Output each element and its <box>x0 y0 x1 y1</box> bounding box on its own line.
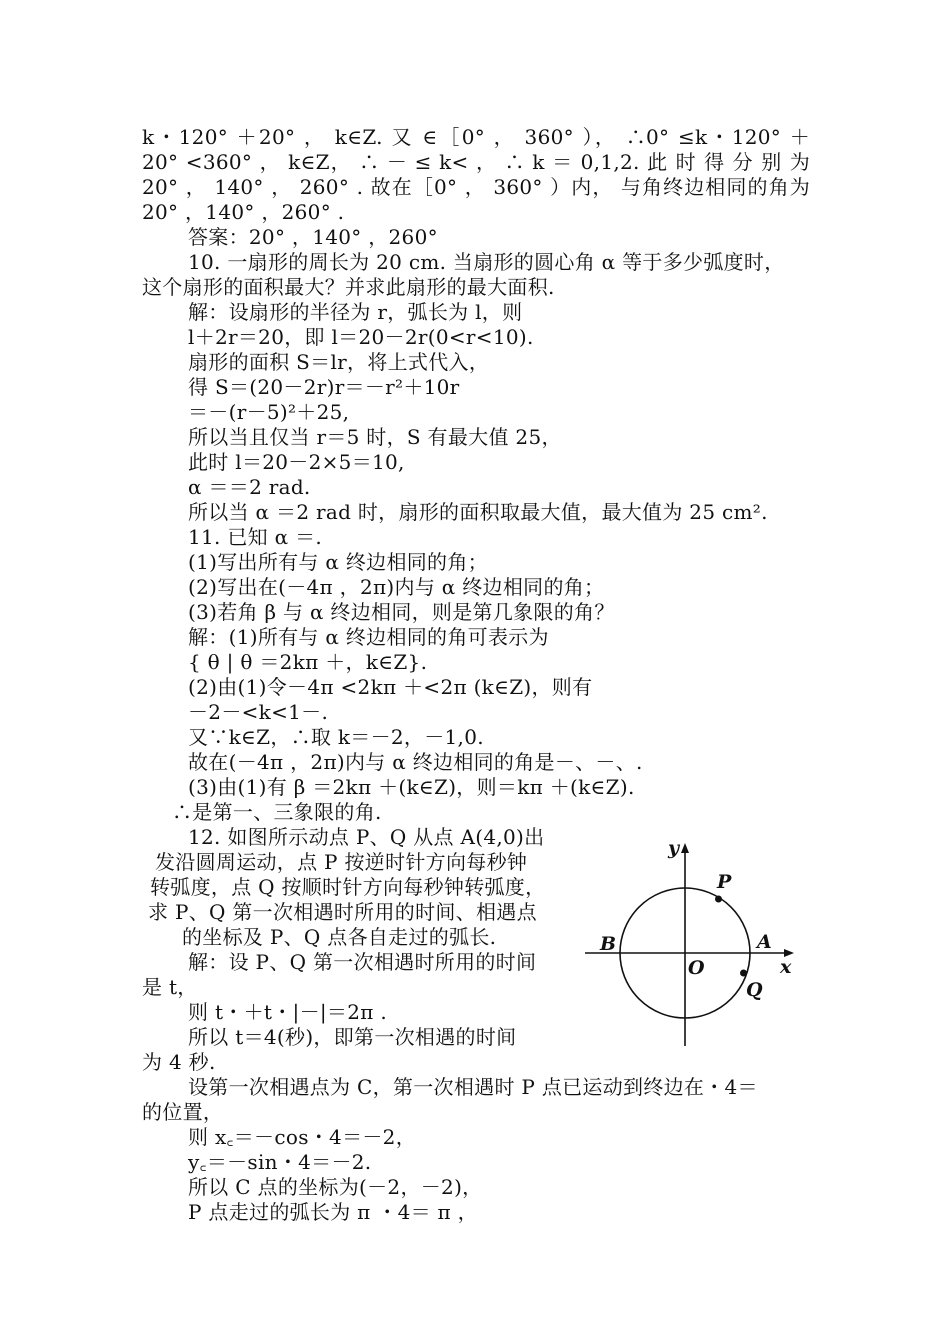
text-line: (2)写出在(－4π ，2π)内与 α 终边相同的角； <box>188 575 605 599</box>
text-line: 解：设 P、Q 第一次相遇时所用的时间 <box>188 950 537 974</box>
text-line: (1)写出所有与 α 终边相同的角； <box>188 550 488 574</box>
text-line: P 点走过的弧长为 π ・4＝ π ， <box>188 1200 478 1224</box>
point-q <box>740 970 747 977</box>
text-line: 为 4 秒. <box>142 1050 216 1074</box>
text-line: α ＝＝2 rad. <box>188 475 311 499</box>
text-line: 是 t， <box>142 975 198 999</box>
text-line: (2)由(1)令－4π <2kπ ＋<2π (k∈Z)，则有 <box>188 675 593 699</box>
label-a: A <box>757 931 772 953</box>
text-line: 故在(－4π ，2π)内与 α 终边相同的角是－、－、. <box>188 750 643 774</box>
text-line: 所以当 α ＝2 rad 时，扇形的面积取最大值，最大值为 25 cm². <box>188 500 768 524</box>
text-line: 的位置， <box>142 1100 224 1124</box>
problem-11-heading: 11. 已知 α ＝. <box>188 525 323 549</box>
text-line: { θ | θ ＝2kπ ＋，k∈Z}. <box>188 650 428 674</box>
label-q: Q <box>746 979 763 1001</box>
text-line: y꜀＝－sin・4＝－2. <box>188 1150 372 1174</box>
text-line: 发沿圆周运动，点 P 按逆时针方向每秒钟 <box>155 850 528 874</box>
text-line: 又∵k∈Z，∴取 k＝－2，－1,0. <box>188 725 484 749</box>
text-line: 求 P、Q 第一次相遇时所用的时间、相遇点 <box>148 900 537 924</box>
point-p <box>715 896 722 903</box>
text-line: 20° ， 140° ， 260° . 故在［0° ， 360° ）内， 与角终边相同的角为 <box>142 175 810 199</box>
label-p: P <box>717 871 732 893</box>
text-line: 解：设扇形的半径为 r，弧长为 l，则 <box>188 300 523 324</box>
unit-circle-figure <box>580 828 810 1053</box>
label-b: B <box>600 933 617 955</box>
label-x: x <box>780 956 792 978</box>
text-line: 20° ，140° ，260° . <box>142 200 345 224</box>
text-line: (3)由(1)有 β ＝2kπ ＋(k∈Z)，则＝kπ ＋(k∈Z). <box>188 775 635 799</box>
problem-10-heading: 10. 一扇形的周长为 20 cm. 当扇形的圆心角 α 等于多少弧度时， <box>188 250 785 274</box>
text-line: k・120° ＋20° ， k∈Z. 又 ∈［0° ， 360° ）， ∴0° ≤k・120° ＋ <box>142 125 810 149</box>
text-line: 解：(1)所有与 α 终边相同的角可表示为 <box>188 625 549 649</box>
text-line: ＝－(r－5)²＋25, <box>188 400 350 424</box>
label-o: O <box>688 957 705 979</box>
text-line: 则 t・＋t・|－|＝2π . <box>188 1000 387 1024</box>
answer-line: 答案：20° ，140° ，260° <box>188 225 438 249</box>
text-line: ∴是第一、三象限的角. <box>172 800 382 824</box>
y-axis-arrow-icon <box>681 843 689 853</box>
text-line: (3)若角 β 与 α 终边相同，则是第几象限的角？ <box>188 600 615 624</box>
text-line: l＋2r＝20，即 l＝20－2r(0<r<10). <box>188 325 534 349</box>
text-line: 的坐标及 P、Q 点各自走过的弧长. <box>182 925 497 949</box>
text-line: －2－<k<1－. <box>188 700 329 724</box>
text-line: 这个扇形的面积最大？并求此扇形的最大面积. <box>142 275 555 299</box>
text-line: 此时 l＝20－2×5＝10, <box>188 450 405 474</box>
text-line: 所以 t＝4(秒)，即第一次相遇的时间 <box>188 1025 517 1049</box>
text-line: 转弧度，点 Q 按顺时针方向每秒钟转弧度， <box>150 875 546 899</box>
text-line: 扇形的面积 S＝lr，将上式代入， <box>188 350 490 374</box>
problem-12-heading: 12. 如图所示动点 P、Q 从点 A(4,0)出 <box>188 825 545 849</box>
text-line: 所以 C 点的坐标为(－2，－2)， <box>188 1175 483 1199</box>
text-line: 设第一次相遇点为 C，第一次相遇时 P 点已运动到终边在・4＝ <box>188 1075 758 1099</box>
text-line: 20° <360° ， k∈Z， ∴ － ≤ k< ， ∴ k ＝ 0,1,2. 此 时 得 分 别 为 <box>142 150 810 174</box>
label-y: y <box>668 837 680 859</box>
text-line: 所以当且仅当 r＝5 时，S 有最大值 25， <box>188 425 562 449</box>
text-line: 则 x꜀＝－cos・4＝－2， <box>188 1125 417 1149</box>
text-line: 得 S＝(20－2r)r＝－r²＋10r <box>188 375 460 399</box>
